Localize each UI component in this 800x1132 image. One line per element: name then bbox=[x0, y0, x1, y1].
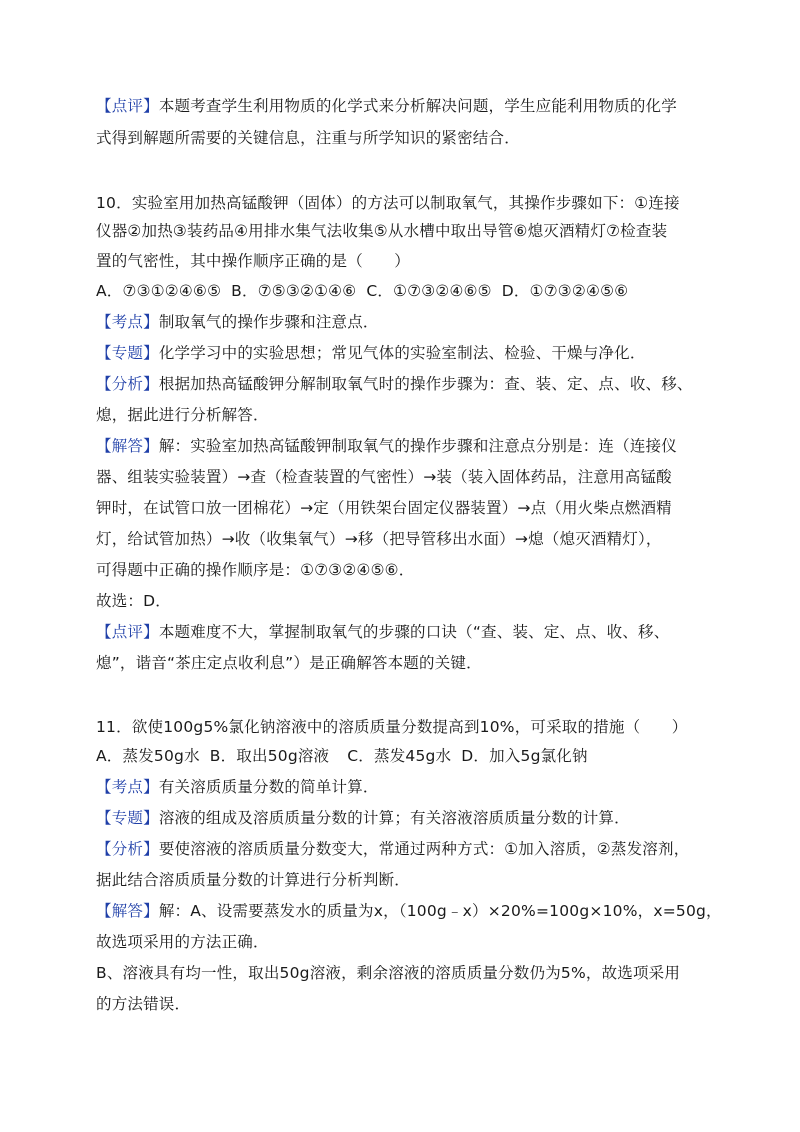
q11-analysis-line-1 bbox=[96, 838, 689, 860]
q11-option-b: B．取出50g溶液 bbox=[209, 747, 330, 765]
q10-option-a: A．⑦③①②④⑥⑤ bbox=[96, 282, 222, 300]
comment-text: 本题考查学生利用物质的化学式来分析解决问题，学生应能利用物质的化学 bbox=[158, 97, 677, 115]
q11-analysis-line-2: 据此结合溶质质量分数的计算进行分析判断． bbox=[96, 871, 411, 889]
q10-comment-line-1 bbox=[96, 621, 669, 643]
point-tag: 【考点】 bbox=[96, 778, 159, 796]
comment-tag: 【点评】 bbox=[96, 97, 159, 115]
solution-tag: 【解答】 bbox=[96, 902, 159, 920]
q10-topic-text: 化学学习中的实验思想；常见气体的实验室制法、检验、干燥与净化． bbox=[158, 344, 646, 362]
q10-solution-line-5: 可得题中正确的操作顺序是：①⑦③②④⑤⑥． bbox=[96, 561, 415, 579]
q10-option-c: C．①⑦③②④⑥⑤ bbox=[366, 282, 492, 300]
q11-topic-line bbox=[96, 807, 630, 829]
topic-tag: 【专题】 bbox=[96, 809, 159, 827]
q10-comment-line-2: 熄”，谐音“茶庄定点收利息”）是正确解答本题的关键． bbox=[96, 654, 482, 672]
q11-option-d: D．加入5g氯化钠 bbox=[461, 747, 588, 765]
comment-tag: 【点评】 bbox=[96, 623, 159, 641]
q10-comment-text: 本题难度不大，掌握制取氧气的步骤的口诀（“查、装、定、点、收、移、 bbox=[158, 623, 670, 641]
q10-stem-line-1: 10．实验室用加热高锰酸钾（固体）的方法可以制取氧气，其操作步骤如下：①连接 bbox=[96, 194, 680, 212]
q10-answer-line: 故选：D． bbox=[96, 592, 171, 610]
topic-tag: 【专题】 bbox=[96, 344, 159, 362]
q11-option-a: A．蒸发50g水 bbox=[96, 747, 200, 765]
q11-solution-line-3: B、溶液具有均一性，取出50g溶液，剩余溶液的溶质质量分数仍为5%，故选项采用 bbox=[96, 964, 681, 982]
q11-point-text: 有关溶质质量分数的简单计算． bbox=[158, 778, 379, 796]
q10-analysis-line-2: 熄，据此进行分析解答． bbox=[96, 406, 269, 424]
prev-comment-line-1 bbox=[96, 95, 677, 117]
q11-options bbox=[96, 745, 588, 767]
q11-stem: 11．欲使100g5%氯化钠溶液中的溶质质量分数提高到10%，可采取的措施（ ） bbox=[96, 718, 688, 736]
q10-analysis-text: 根据加热高锰酸钾分解制取氧气时的操作步骤为：查、装、定、点、收、移、 bbox=[158, 375, 693, 393]
q11-point-line bbox=[96, 776, 379, 798]
q10-option-b: B．⑦⑤③②①④⑥ bbox=[231, 282, 357, 300]
q10-point-line bbox=[96, 311, 379, 333]
q10-options bbox=[96, 280, 628, 302]
q10-stem-line-2: 仪器②加热③装药品④用排水集气法收集⑤从水槽中取出导管⑥熄灭酒精灯⑦检查装 bbox=[96, 222, 668, 240]
q11-topic-text: 溶液的组成及溶质质量分数的计算；有关溶液溶质质量分数的计算． bbox=[158, 809, 630, 827]
q10-solution-line-4: 灯，给试管加热）→收（收集氧气）→移（把导管移出水面）→熄（熄灭酒精灯）， bbox=[96, 530, 662, 548]
q10-stem-line-3: 置的气密性，其中操作顺序正确的是（ ） bbox=[96, 252, 411, 270]
q11-solution-text: 解：A、设需要蒸发水的质量为x，（100g﹣x）×20%=100g×10%，x=50g， bbox=[158, 902, 722, 920]
q10-solution-line-2: 器、组装实验装置）→查（检查装置的气密性）→装（装入固体药品，注意用高锰酸 bbox=[96, 468, 672, 486]
point-tag: 【考点】 bbox=[96, 313, 159, 331]
q11-solution-line-1 bbox=[96, 900, 722, 922]
q10-solution-text: 解：实验室加热高锰酸钾制取氧气的操作步骤和注意点分别是：连（连接仪 bbox=[158, 437, 677, 455]
q10-solution-line-3: 钾时，在试管口放一团棉花）→定（用铁架台固定仪器装置）→点（用火柴点燃酒精 bbox=[96, 499, 672, 517]
q11-option-c: C．蒸发45g水 bbox=[347, 747, 452, 765]
q10-option-d: D．①⑦③②④⑤⑥ bbox=[501, 282, 629, 300]
analysis-tag: 【分析】 bbox=[96, 840, 159, 858]
q10-point-text: 制取氧气的操作步骤和注意点． bbox=[158, 313, 379, 331]
q11-analysis-text: 要使溶液的溶质质量分数变大，常通过两种方式：①加入溶质，②蒸发溶剂， bbox=[158, 840, 690, 858]
solution-tag: 【解答】 bbox=[96, 437, 159, 455]
q11-solution-line-4: 的方法错误． bbox=[96, 995, 191, 1013]
q11-solution-line-2: 故选项采用的方法正确． bbox=[96, 933, 269, 951]
prev-comment-line-2: 式得到解题所需要的关键信息，注重与所学知识的紧密结合． bbox=[96, 129, 520, 147]
q10-analysis-line-1 bbox=[96, 373, 693, 395]
q10-solution-line-1 bbox=[96, 435, 677, 457]
q10-topic-line bbox=[96, 342, 646, 364]
analysis-tag: 【分析】 bbox=[96, 375, 159, 393]
